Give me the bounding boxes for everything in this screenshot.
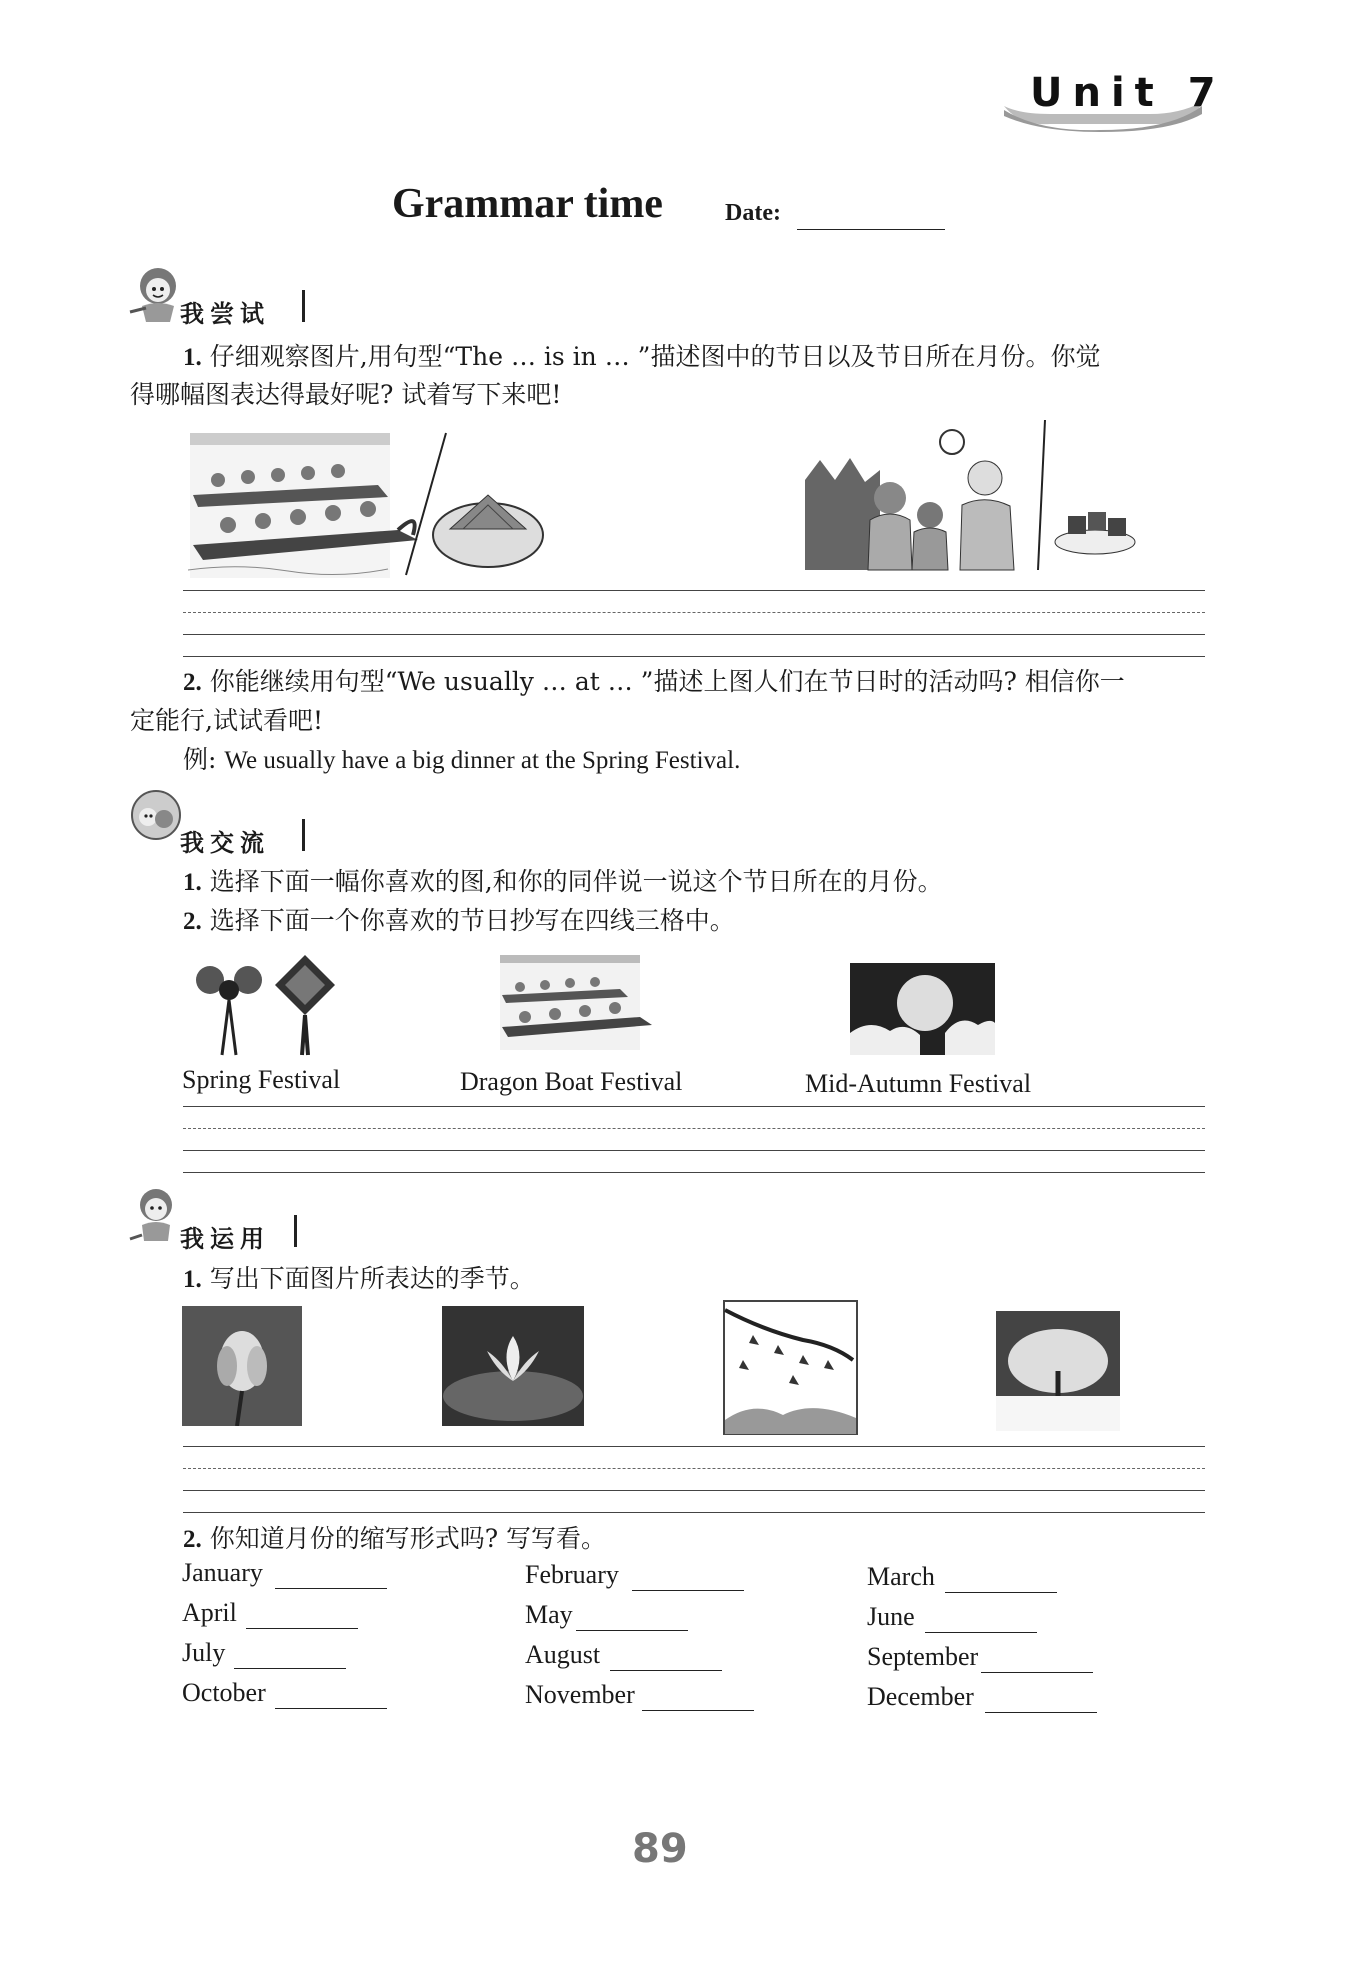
talk-q1-text: 选择下面一幅你喜欢的图,和你的同伴说一说这个节日所在的月份。 <box>209 867 943 896</box>
section-talk-heading <box>128 811 328 861</box>
month-answer-blank[interactable] <box>246 1628 358 1629</box>
month-answer-blank[interactable] <box>234 1668 346 1669</box>
festival-caption-mid-autumn: Mid-Autumn Festival <box>805 1069 1032 1098</box>
section-use-title: 我运用 <box>180 1225 270 1253</box>
use-q1-number: 1. <box>183 1266 202 1293</box>
month-label: December <box>867 1682 974 1711</box>
try-q2-line1 <box>183 663 1125 702</box>
month-answer-blank[interactable] <box>275 1588 387 1589</box>
use-q1 <box>183 1260 535 1299</box>
heading-divider <box>302 819 305 851</box>
month-label: February <box>525 1560 619 1589</box>
cartoon-girl-pigtails-icon <box>128 1181 186 1251</box>
page-title: Grammar time <box>392 181 663 227</box>
writing-line[interactable] <box>183 590 1205 591</box>
winter-snow-tree-image <box>996 1311 1120 1431</box>
talk-q2 <box>183 902 735 941</box>
try-q2-number: 2. <box>183 669 202 696</box>
festival-caption-spring: Spring Festival <box>182 1065 341 1094</box>
month-label: August <box>525 1640 601 1669</box>
heading-divider <box>294 1215 297 1247</box>
cartoon-girl-icon <box>128 260 186 330</box>
mid-autumn-family-image <box>800 420 1145 580</box>
writing-line[interactable] <box>183 1128 1205 1129</box>
try-example <box>183 741 740 780</box>
writing-line[interactable] <box>183 1468 1205 1469</box>
cartoon-kids-icon <box>128 785 186 855</box>
use-q2-number: 2. <box>183 1526 202 1553</box>
month-label: May <box>525 1600 573 1629</box>
writing-line[interactable] <box>183 1446 1205 1447</box>
dragon-boat-image <box>500 955 655 1055</box>
chinese-knot-image <box>190 950 345 1060</box>
try-q2-line2: 定能行,试试看吧! <box>130 706 323 735</box>
writing-line[interactable] <box>183 1106 1205 1107</box>
date-blank[interactable] <box>797 229 945 230</box>
month-answer-blank[interactable] <box>632 1590 744 1591</box>
month-answer-blank[interactable] <box>945 1592 1057 1593</box>
try-q1-text: 仔细观察图片,用句型“The … is in … ”描述图中的节日以及节日所在月份。你觉 <box>209 342 1101 371</box>
writing-line[interactable] <box>183 634 1205 635</box>
example-label: 例: <box>183 745 217 774</box>
month-label: September <box>867 1642 979 1671</box>
month-label: January <box>182 1558 263 1587</box>
month-label: March <box>867 1562 935 1591</box>
section-talk-title: 我交流 <box>180 829 270 857</box>
month-answer-blank[interactable] <box>576 1630 688 1631</box>
section-try-heading <box>128 282 328 332</box>
month-answer-blank[interactable] <box>981 1672 1093 1673</box>
month-answer-blank[interactable] <box>642 1710 754 1711</box>
writing-line[interactable] <box>183 1172 1205 1173</box>
writing-line[interactable] <box>183 1490 1205 1491</box>
talk-q1-number: 1. <box>183 869 202 896</box>
month-answer-blank[interactable] <box>985 1712 1097 1713</box>
month-answer-blank[interactable] <box>275 1708 387 1709</box>
talk-q2-text: 选择下面一个你喜欢的节日抄写在四线三格中。 <box>209 906 735 935</box>
talk-q2-number: 2. <box>183 908 202 935</box>
festival-caption-dragon-boat: Dragon Boat Festival <box>460 1067 683 1096</box>
try-q2-text: 你能继续用句型“We usually … at … ”描述上图人们在节日时的活动吗? 相信你一 <box>209 667 1125 696</box>
example-text: We usually have a big dinner at the Spring Festival. <box>224 747 741 774</box>
month-label: October <box>182 1678 266 1707</box>
autumn-maple-image <box>723 1300 858 1435</box>
month-label: April <box>182 1598 237 1627</box>
writing-line[interactable] <box>183 612 1205 613</box>
month-answer-blank[interactable] <box>925 1632 1037 1633</box>
writing-line[interactable] <box>183 1150 1205 1151</box>
month-label: June <box>867 1602 915 1631</box>
use-q1-text: 写出下面图片所表达的季节。 <box>209 1264 535 1293</box>
full-moon-image <box>850 963 995 1055</box>
section-use-heading <box>128 1207 328 1257</box>
try-q1-line1 <box>183 338 1100 377</box>
talk-q1 <box>183 863 943 902</box>
writing-line[interactable] <box>183 656 1205 657</box>
unit-label: Unit 7 <box>1030 70 1226 116</box>
heading-divider <box>302 290 305 322</box>
try-q1-number: 1. <box>183 344 202 371</box>
section-try-title: 我尝试 <box>180 300 270 328</box>
summer-lotus-image <box>442 1306 584 1426</box>
use-q2 <box>183 1520 606 1559</box>
dragon-boat-zongzi-image <box>188 425 558 585</box>
spring-bud-image <box>182 1306 302 1426</box>
writing-line[interactable] <box>183 1512 1205 1513</box>
month-label: November <box>525 1680 635 1709</box>
page-number: 89 <box>632 1826 688 1872</box>
try-q1-line2: 得哪幅图表达得最好呢? 试着写下来吧! <box>130 380 562 409</box>
month-label: July <box>182 1638 226 1667</box>
month-answer-blank[interactable] <box>610 1670 722 1671</box>
date-label: Date: <box>725 200 781 226</box>
use-q2-text: 你知道月份的缩写形式吗? 写写看。 <box>209 1524 607 1553</box>
